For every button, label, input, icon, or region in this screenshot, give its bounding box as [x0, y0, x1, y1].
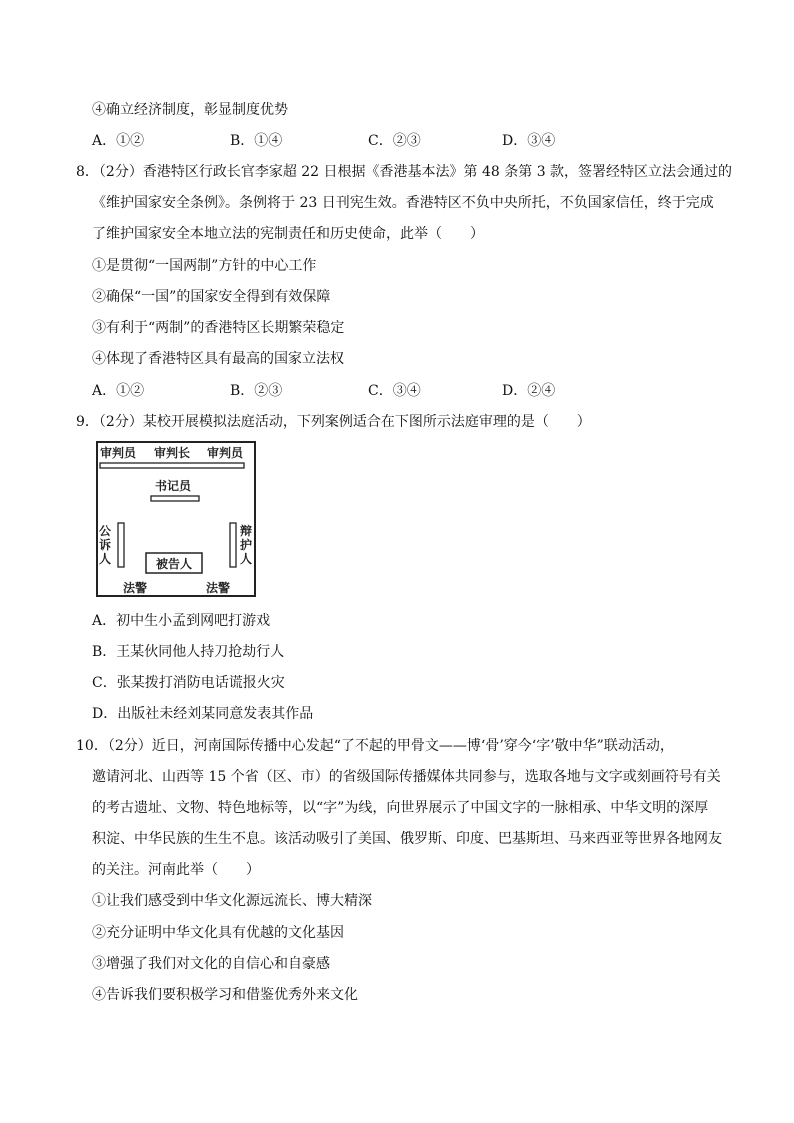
courtroom-diagram: [96, 441, 256, 597]
q9-option-a: A．初中生小孟到网吧打游戏: [92, 613, 271, 629]
police-right-label: 法警: [206, 581, 231, 595]
defendant-label: 被告人: [156, 557, 193, 571]
q8-stem-line-2: 《维护国家安全条例》。条例将于 23 日刊宪生效。香港特区不负中央所托，不负国家信任，终于完成: [92, 195, 714, 211]
q8-option-b: B．②③: [230, 383, 283, 399]
q10-item-4: ④告诉我们要积极学习和借鉴优秀外来文化: [92, 987, 358, 1003]
q10-stem-line-5: 的关注。河南此举（ ）: [92, 862, 260, 878]
q8-item-3: ③有利于“两制”的香港特区长期繁荣稳定: [92, 320, 345, 336]
q8-stem-line-3: 了维护国家安全本地立法的宪制责任和历史使命，此举（ ）: [92, 226, 484, 242]
q9-option-d: D．出版社未经刘某同意发表其作品: [92, 706, 314, 722]
q8-item-1: ①是贯彻“一国两制”方针的中心工作: [92, 258, 317, 274]
q7-option-d: D．③④: [502, 133, 556, 149]
q8-item-4: ④体现了香港特区具有最高的国家立法权: [92, 351, 344, 367]
q7-option-b: B．①④: [230, 133, 283, 149]
q9-stem: 9．（2分）某校开展模拟法庭活动，下列案例适合在下图所示法庭审理的是（ ）: [76, 414, 591, 430]
q7-item-4: ④确立经济制度，彰显制度优势: [92, 102, 288, 118]
q10-stem-line-2: 邀请河北、山西等 15 个省（区、市）的省级国际传播媒体共同参与，选取各地与文字或刻画符号有关: [92, 769, 721, 785]
q8-option-a: A．①②: [92, 383, 145, 399]
q9-option-c: C．张某拨打消防电话谎报火灾: [92, 675, 285, 691]
clerk-desk: [151, 496, 199, 501]
q7-option-c: C．②③: [368, 133, 421, 149]
q10-item-2: ②充分证明中华文化具有优越的文化基因: [92, 925, 344, 941]
q8-option-d: D．②④: [502, 383, 556, 399]
judges-bench: [100, 463, 244, 468]
judge-right-label: 审判员: [207, 446, 244, 460]
q7-option-a: A．①②: [92, 133, 145, 149]
q9-option-b: B．王某伙同他人持刀抢劫行人: [92, 644, 285, 660]
prosecutor-desk: [118, 523, 124, 567]
q10-stem-line-3: 的考古遗址、文物、特色地标等，以“字”为线，向世界展示了中国文字的一脉相承、中华文明的深厚: [92, 800, 709, 816]
clerk-label: 书记员: [155, 479, 192, 493]
q10-stem-line-1: 10．（2分）近日，河南国际传播中心发起“了不起的甲骨文——博‘骨’穿今‘字’敬中华”联动活动，: [76, 738, 674, 754]
q10-item-1: ①让我们感受到中华文化源远流长、博大精深: [92, 893, 372, 909]
q8-stem-line-1: 8．（2分）香港特区行政长官李家超 22 日根据《香港基本法》第 48 条第 3 款，签署经特区立法会通过的: [76, 164, 733, 180]
police-left-label: 法警: [123, 581, 148, 595]
chief-judge-label: 审判长: [154, 446, 191, 460]
defender-desk: [230, 523, 236, 567]
judge-left-label: 审判员: [100, 446, 137, 460]
defender-label: 辩 护 人: [240, 524, 253, 566]
q10-stem-line-4: 积淀、中华民族的生生不息。该活动吸引了美国、俄罗斯、印度、巴基斯坦、马来西亚等世界各地网友: [92, 831, 722, 847]
prosecutor-label: 公 诉 人: [99, 524, 112, 566]
q8-option-c: C．③④: [368, 383, 421, 399]
q10-item-3: ③增强了我们对文化的自信心和自豪感: [92, 956, 330, 972]
q8-item-2: ②确保“一国”的国家安全得到有效保障: [92, 289, 331, 305]
